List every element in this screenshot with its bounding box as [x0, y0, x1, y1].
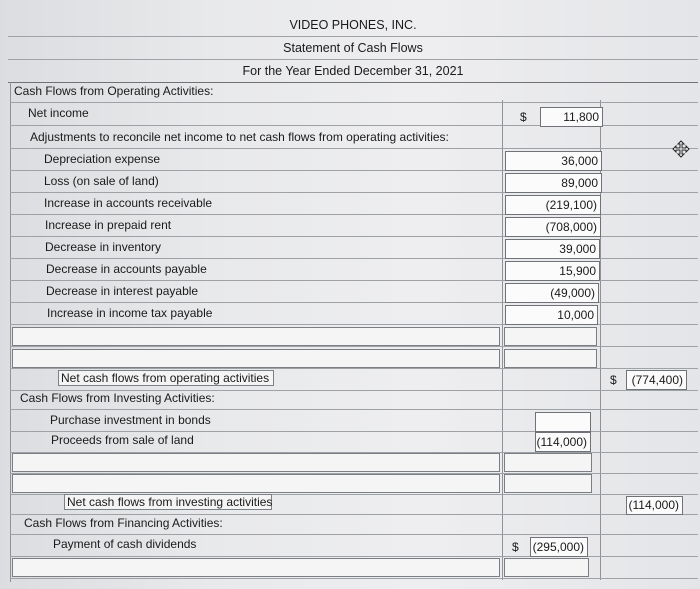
net-investing-label[interactable]: Net cash flows from investing activities — [64, 494, 272, 510]
blank-amount-input[interactable] — [504, 349, 597, 368]
blank-label-input[interactable] — [12, 558, 500, 577]
table-row — [10, 369, 698, 391]
investing-item-input[interactable]: (114,000) — [535, 432, 591, 452]
table-row — [10, 126, 698, 149]
statement-title: Statement of Cash Flows — [8, 37, 698, 60]
investing-item-input[interactable] — [535, 412, 591, 432]
operating-item-label: Depreciation expense — [44, 152, 161, 166]
operating-item-label: Decrease in inventory — [45, 240, 162, 254]
table-row — [10, 431, 698, 453]
operating-item-label: Increase in accounts receivable — [44, 196, 213, 210]
blank-amount-input[interactable] — [504, 474, 592, 493]
blank-label-input[interactable] — [12, 327, 500, 346]
table-row — [10, 410, 698, 432]
financing-item-input[interactable]: (295,000) — [530, 537, 588, 557]
blank-label-input[interactable] — [12, 453, 500, 472]
table-row — [10, 514, 698, 535]
blank-amount-input[interactable] — [504, 558, 589, 577]
net-operating-label[interactable]: Net cash flows from operating activities — [58, 370, 274, 386]
net-operating-input[interactable]: (774,400) — [626, 370, 687, 390]
operating-heading: Cash Flows from Operating Activities: — [14, 84, 214, 98]
statement-period: For the Year Ended December 31, 2021 — [8, 60, 698, 83]
operating-item-input[interactable]: 36,000 — [505, 151, 602, 171]
operating-item-input[interactable]: (219,100) — [505, 195, 601, 215]
blank-label-input[interactable] — [12, 474, 500, 493]
financing-heading: Cash Flows from Financing Activities: — [24, 516, 223, 530]
investing-heading: Cash Flows from Investing Activities: — [20, 391, 215, 405]
operating-item-input[interactable]: (708,000) — [505, 217, 601, 237]
adjustments-label: Adjustments to reconcile net income to net cash flows from operating activities: — [30, 130, 449, 144]
investing-item-label: Proceeds from sale of land — [51, 433, 194, 447]
operating-item-input[interactable]: 39,000 — [505, 239, 600, 259]
table-row — [10, 494, 698, 515]
operating-item-input[interactable]: 10,000 — [505, 305, 598, 325]
financing-item-label: Payment of cash dividends — [53, 537, 197, 551]
blank-amount-input[interactable] — [504, 327, 597, 346]
operating-item-input[interactable]: (49,000) — [505, 283, 599, 303]
operating-item-label: Decrease in accounts payable — [46, 262, 207, 276]
table-row — [10, 535, 698, 557]
operating-item-label: Loss (on sale of land) — [44, 174, 159, 188]
net-income-input[interactable]: 11,800 — [540, 107, 603, 127]
financing-item-dollar: $ — [512, 540, 519, 554]
operating-item-label: Increase in income tax payable — [47, 306, 213, 320]
investing-item-label: Purchase investment in bonds — [50, 413, 211, 427]
operating-item-input[interactable]: 89,000 — [505, 173, 602, 193]
net-income-dollar: $ — [520, 110, 527, 124]
operating-item-label: Decrease in interest payable — [46, 284, 199, 298]
move-cursor-icon — [672, 140, 690, 158]
net-investing-input[interactable]: (114,000) — [626, 496, 683, 515]
operating-item-input[interactable]: 15,900 — [505, 261, 600, 281]
blank-amount-input[interactable] — [504, 453, 592, 472]
net-income-label: Net income — [28, 106, 89, 120]
blank-label-input[interactable] — [12, 349, 500, 368]
net-operating-dollar: $ — [610, 373, 617, 387]
table-row — [10, 389, 698, 410]
table-row — [10, 82, 698, 103]
operating-item-label: Increase in prepaid rent — [45, 218, 172, 232]
company-name: VIDEO PHONES, INC. — [8, 14, 698, 37]
